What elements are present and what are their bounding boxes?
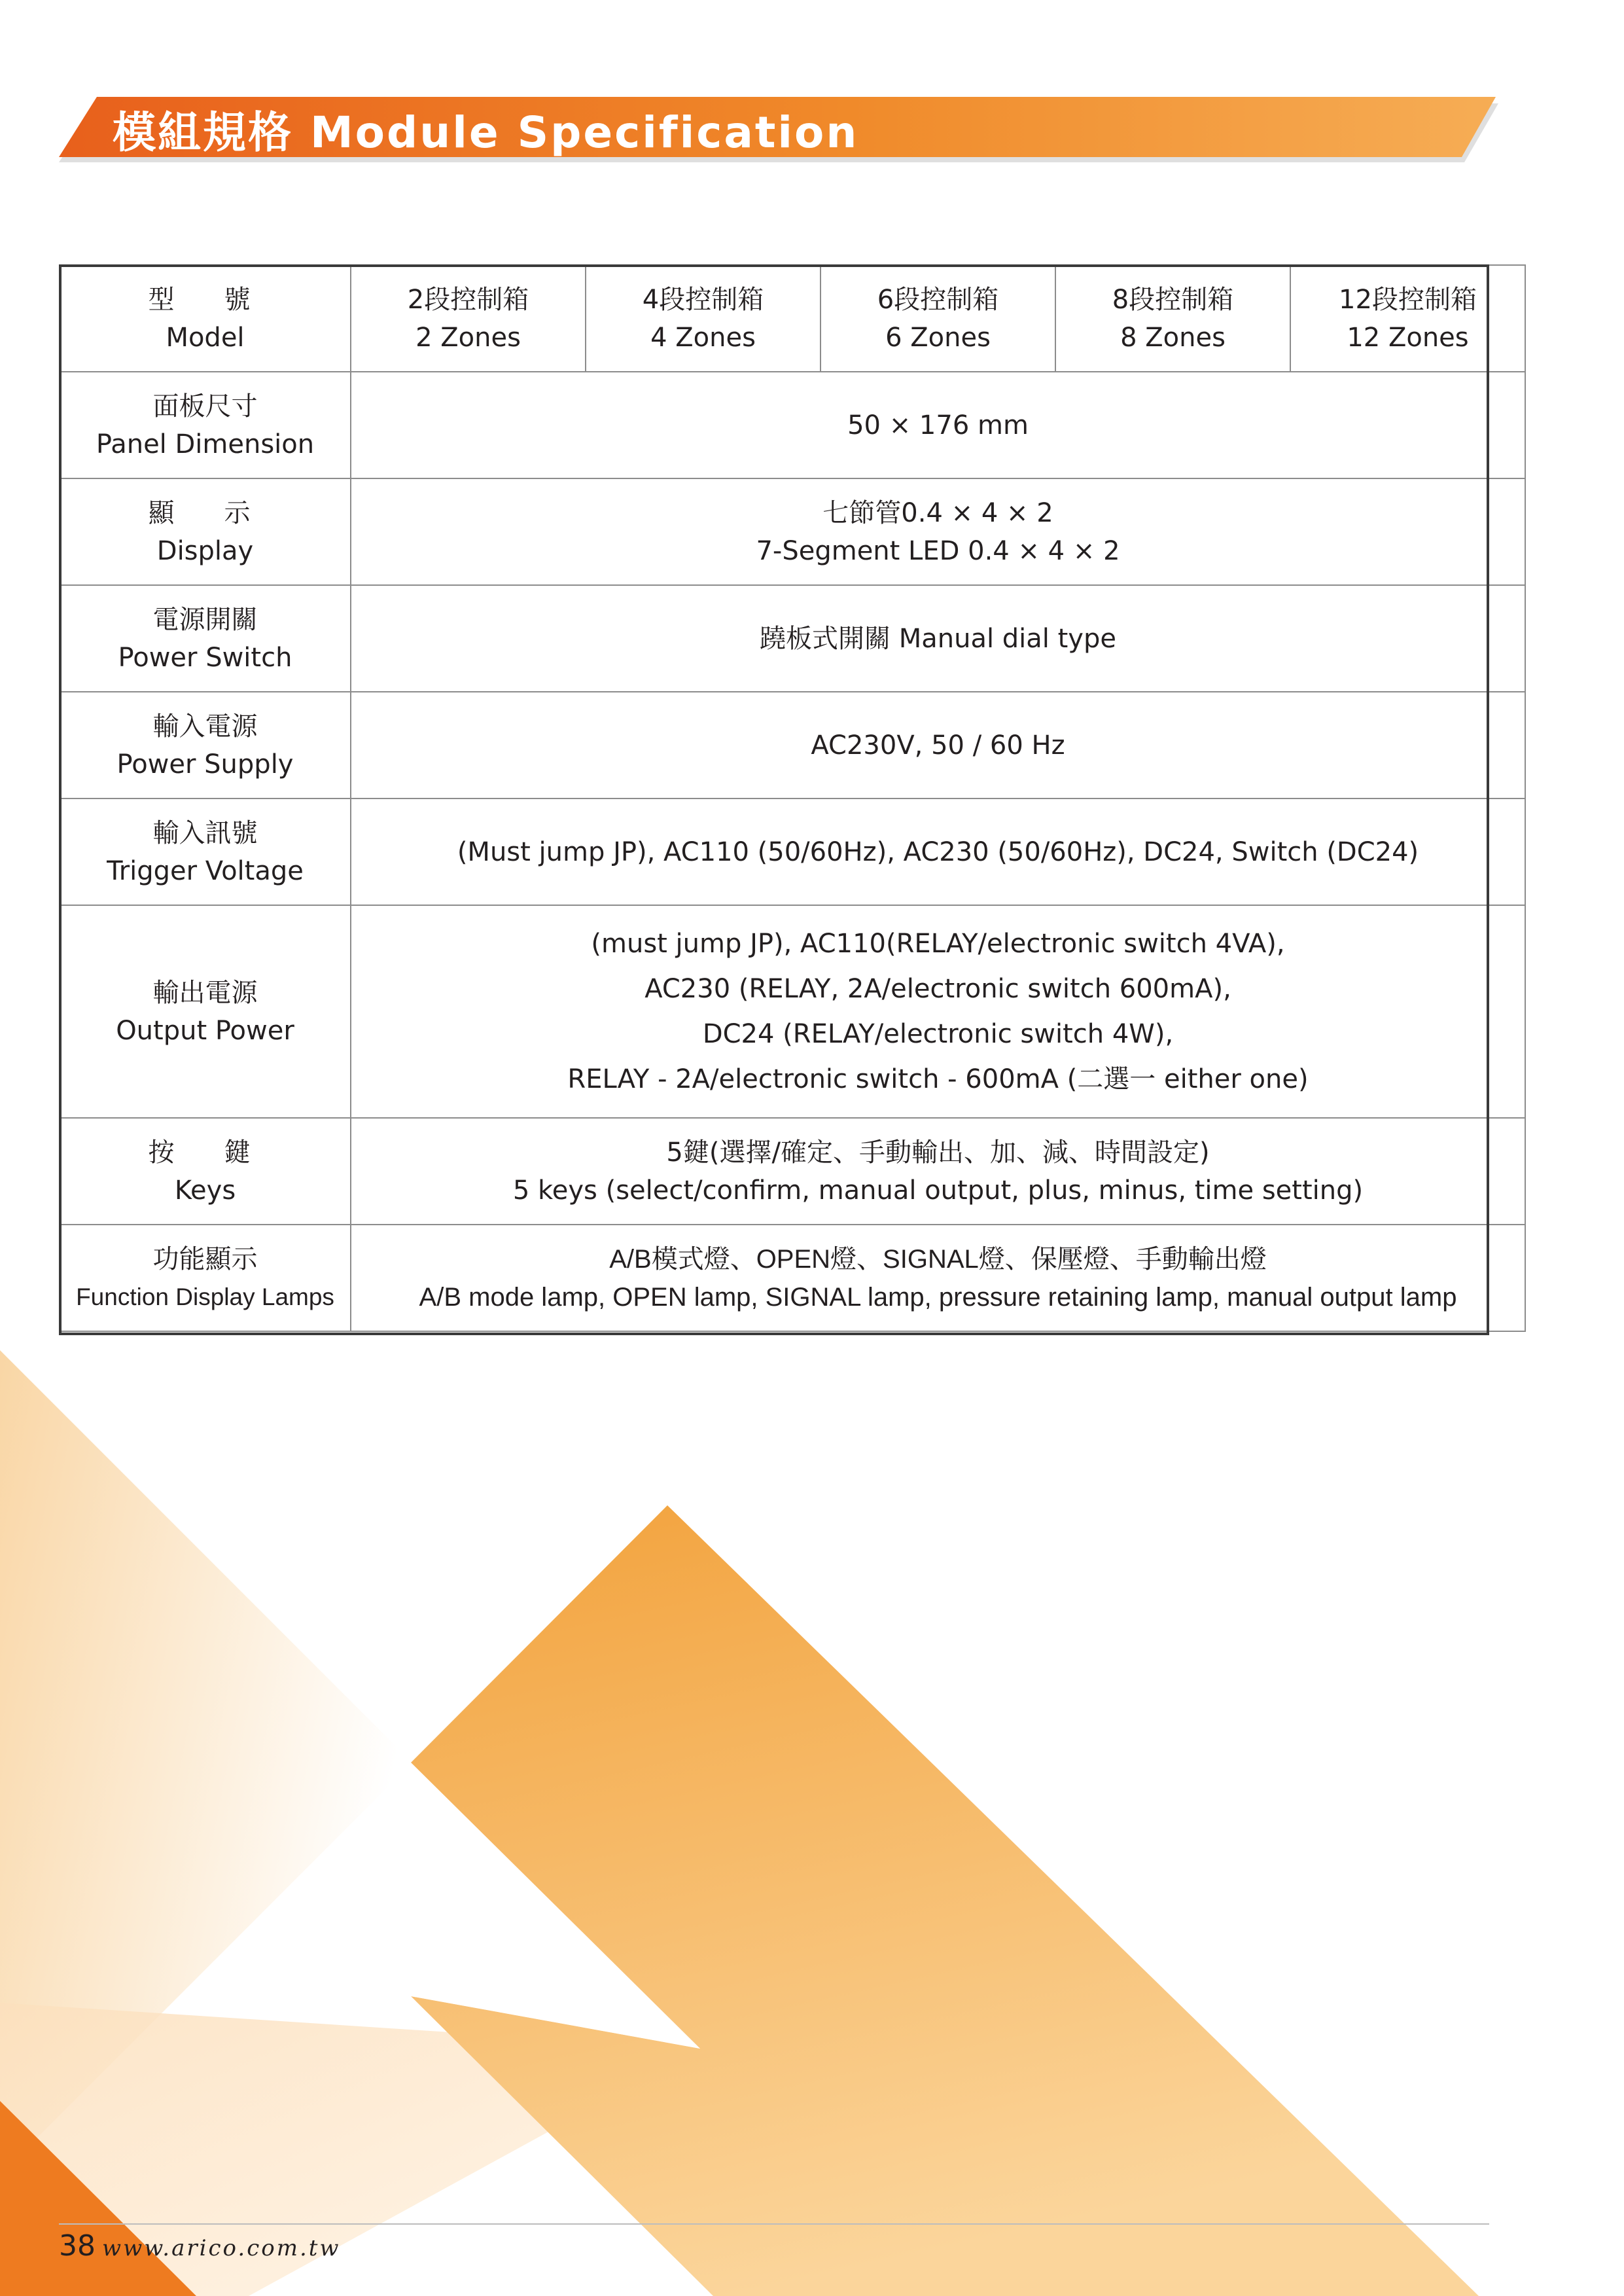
table-row-display (60, 478, 1525, 585)
zone-cell-2 (351, 265, 586, 372)
table-row-power-switch (60, 585, 1525, 692)
page-title: 模組規格 Module Specification (113, 107, 859, 158)
label-en: Function Display Lamps (76, 1283, 334, 1310)
display-value-en: 7-Segment LED 0.4 × 4 × 2 (756, 535, 1120, 566)
label-cell (60, 798, 351, 905)
table-row-power-supply (60, 692, 1525, 798)
label-en: Keys (174, 1175, 236, 1206)
zone-en: 2 Zones (415, 322, 521, 353)
keys-value-zh: 5鍵(選擇/確定、手動輸出、加、減、時間設定) (666, 1137, 1210, 1168)
zone-cell-6 (821, 265, 1055, 372)
table-row-output-power (60, 905, 1525, 1118)
spec-table (59, 264, 1526, 1332)
value-cell (351, 798, 1525, 905)
zone-zh: 2段控制箱 (407, 284, 529, 315)
zone-zh: 8段控制箱 (1112, 284, 1234, 315)
label-zh: 輸入訊號 (152, 817, 258, 848)
output-line: RELAY - 2A/electronic switch - 600mA (二選一 either one) (567, 1064, 1309, 1094)
zone-cell-12 (1290, 265, 1525, 372)
footer-divider (59, 2223, 1489, 2225)
label-cell (60, 1118, 351, 1225)
function-value-zh: A/B模式燈、OPEN燈、SIGNAL燈、保壓燈、手動輸出燈 (609, 1244, 1267, 1274)
value-cell (351, 585, 1525, 692)
zone-en: 8 Zones (1120, 322, 1226, 353)
table-row-panel-dimension (60, 372, 1525, 478)
label-zh: 面板尺寸 (152, 391, 258, 422)
display-value-zh: 七節管0.4 × 4 × 2 (822, 497, 1053, 528)
label-zh: 輸入電源 (152, 711, 258, 742)
label-cell (60, 372, 351, 478)
output-line: (must jump JP), AC110(RELAY/electronic switch 4VA), (591, 928, 1285, 959)
label-cell (60, 692, 351, 798)
zone-en: 4 Zones (650, 322, 756, 353)
label-en: Output Power (116, 1015, 294, 1046)
output-line: DC24 (RELAY/electronic switch 4W), (702, 1018, 1174, 1049)
value-cell (351, 1225, 1525, 1331)
label-zh: 按 鍵 (148, 1137, 262, 1168)
website-text: www.arico.com.tw (102, 2235, 341, 2261)
value-cell (351, 372, 1525, 478)
label-en: Model (166, 322, 245, 353)
label-en: Panel Dimension (96, 429, 315, 459)
value-cell (351, 692, 1525, 798)
zone-cell-4 (586, 265, 821, 372)
trigger-voltage-value: (Must jump JP), AC110 (50/60Hz), AC230 (50/60Hz), DC24, Switch (DC24) (457, 836, 1419, 867)
table-row-model (60, 265, 1525, 372)
label-zh: 輸出電源 (152, 977, 258, 1008)
zone-zh: 12段控制箱 (1339, 284, 1477, 315)
zone-en: 12 Zones (1347, 322, 1469, 353)
zone-cell-8 (1055, 265, 1290, 372)
table-row-trigger-voltage (60, 798, 1525, 905)
label-zh: 顯 示 (148, 497, 262, 528)
function-value-en: A/B mode lamp, OPEN lamp, SIGNAL lamp, pressure retaining lamp, manual output lamp (419, 1282, 1457, 1312)
label-en: Trigger Voltage (107, 855, 304, 886)
zone-zh: 6段控制箱 (877, 284, 999, 315)
label-en: Power Supply (116, 749, 294, 780)
label-cell (60, 478, 351, 585)
label-en: Power Switch (118, 642, 292, 673)
power-switch-value: 蹺板式開關 Manual dial type (760, 623, 1116, 654)
zone-zh: 4段控制箱 (642, 284, 764, 315)
label-cell (60, 1225, 351, 1331)
label-zh: 功能顯示 (152, 1244, 258, 1274)
zone-en: 6 Zones (885, 322, 991, 353)
label-cell (60, 585, 351, 692)
value-cell (351, 478, 1525, 585)
table-row-keys (60, 1118, 1525, 1225)
label-en: Display (156, 535, 254, 566)
power-supply-value: AC230V, 50 / 60 Hz (811, 730, 1065, 761)
label-cell (60, 905, 351, 1118)
page-number: 38 (59, 2229, 96, 2263)
value-cell (351, 1118, 1525, 1225)
label-zh: 型 號 (148, 284, 262, 315)
label-cell (60, 265, 351, 372)
big-orange-diamond (411, 1505, 1479, 2296)
keys-value-en: 5 keys (select/confirm, manual output, plus, minus, time setting) (512, 1175, 1364, 1206)
panel-dimension-value: 50 × 176 mm (847, 410, 1029, 440)
table-row-function-display (60, 1225, 1525, 1331)
value-cell (351, 905, 1525, 1118)
label-zh: 電源開關 (152, 604, 258, 635)
output-line: AC230 (RELAY, 2A/electronic switch 600mA), (644, 973, 1231, 1004)
